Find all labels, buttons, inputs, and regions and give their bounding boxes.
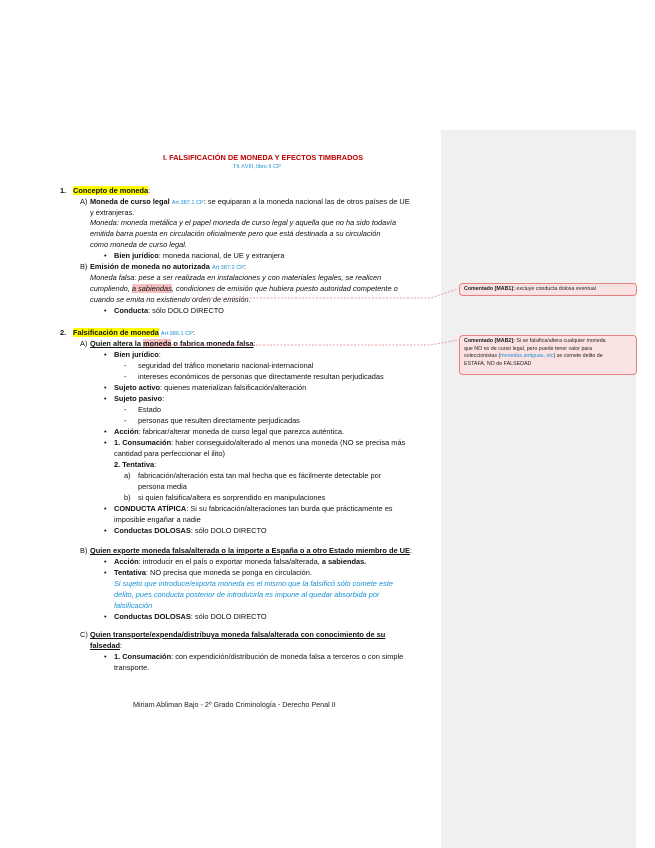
doc-title: I. FALSIFICACIÓN DE MONEDA Y EFECTOS TIMBRADOS [163,153,364,162]
s2-a-accion: Acción: fabricar/alterar moneda de curso legal que parezca auténtica. [114,427,345,436]
bullet: • [104,652,107,661]
s2-b-note-2: delito, pues conducta posterior de introducirla es impune al quedar absorbida por [114,590,380,599]
bullet: • [104,251,107,260]
section1-heading: Concepto de moneda: [73,186,151,195]
s2-a-tent-b: si quien falsifica/altera es sorprendido en manipulaciones [138,493,326,502]
s2-a-consumacion-2: cantidad para perfeccionar el ilito) [114,449,225,458]
bullet: • [104,438,107,447]
bullet: • [104,350,107,359]
bullet: • [104,568,107,577]
s1-a-bien-juridico: Bien jurídico: moneda nacional, de UE y extranjera [114,251,285,260]
s2-b-note-1: Si sujeto que introduce/exporta moneda es el mismo que la falsificó sólo comete este [114,579,393,588]
s1-b-italic2: cumpliendo, a sabiendas, condiciones de emisión que hubiera puesto autoridad competente o [90,284,398,293]
s1-a-letter: A) [80,197,88,206]
section2-heading: Falsificación de moneda Art 386.1 CP: [73,328,195,337]
s1-a-italic1: Moneda: moneda metálica y el papel moneda de curso legal y aquella que no ha sido todavía [90,218,397,227]
s2-a-sujeto-pasivo: Sujeto pasivo: [114,394,165,403]
s2-c-heading-2: falsedad: [90,641,123,650]
dash: - [124,372,127,381]
s1-a-italic2: emitida barra puesta en circulación oficialmente pero que está destinada a su circulación [90,229,381,238]
s2-a-tentativa: 2. Tentativa: [114,460,157,469]
comment-connector-2 [165,340,458,345]
comment-mab2[interactable]: Comentado [MAB2]: Si se falsifica/altera cualquier moneda que NO es de curso legal, pero puede tener valor para coleccionistas (monedas antiguas, etc) se comete delito de ESTAFA, NO de FALSEDAD [459,335,637,375]
bullet: • [104,383,107,392]
s2-c-letter: C) [80,630,88,639]
s1-a-line2: y extranjeras. [90,208,135,217]
s1-b-italic1: Moneda falsa: pese a ser realizada en instalaciones y con materiales legales, se realicen [90,273,382,282]
bullet: • [104,526,107,535]
s1-a-italic3: como moneda de curso legal. [90,240,187,249]
bullet: • [104,504,107,513]
section1-number: 1. [60,186,67,195]
s1-b-italic3: cuando se emita no existiendo orden de emisión. [90,295,251,304]
s1-b-letter: B) [80,262,88,271]
s2-b-heading: Quien exporte moneda falsa/alterada o la importe a España o a otro Estado miembro de UE: [90,546,412,555]
s2-a-bj-1: seguridad del tráfico monetario nacional-internacional [138,361,314,370]
s2-c-consumacion: 1. Consumación: con expendición/distribución de moneda falsa a terceros o con simple [114,652,404,661]
s2-a-consumacion: 1. Consumación: haber conseguido/alterado al menos una moneda (NO se precisa más [114,438,406,447]
s2-a-letter: A) [80,339,88,348]
comment-connector-1 [190,289,458,298]
s2-a-bj-2: intereses económicos de personas que directamente resultan perjudicadas [138,372,384,381]
s2-a-sp-2: personas que resulten directamente perjudicadas [138,416,300,425]
s2-b-accion: Acción: introducir en el país o exportar moneda falsa/alterada, a sabiendas. [114,557,367,566]
bullet: • [104,612,107,621]
s2-a-bien-juridico: Bien jurídico: [114,350,161,359]
s2-c-consumacion-2: transporte. [114,663,150,672]
s2-a-sujeto-activo: Sujeto activo: quienes materializan falsificación/alteración [114,383,307,392]
doc-subtitle: Tít XVIII, libro II CP [233,164,281,170]
page-footer: Miriam Abliman Bajo - 2º Grado Criminología - Derecho Penal II [133,700,336,709]
s2-b-dolosas: Conductas DOLOSAS: sólo DOLO DIRECTO [114,612,267,621]
bullet: • [104,557,107,566]
s2-a-atipica-2: imposible engañar a nadie [114,515,201,524]
s2-a-tent-a2: persona media [138,482,187,491]
s2-a-atipica: CONDUCTA ATÍPICA: Si su fabricación/alteraciones tan burda que prácticamente es [114,504,393,513]
section2-number: 2. [60,328,67,337]
dash: - [124,416,127,425]
s2-b-letter: B) [80,546,88,555]
comment-mab1[interactable]: Comentado [MAB1]: excluye conducta dolosa eventual [459,283,637,296]
s1-a-line1: Moneda de curso legal Art 387.1 CP: se equiparan a la moneda nacional las de otros países de UE [90,197,410,206]
s2-a-dolosas: Conductas DOLOSAS: sólo DOLO DIRECTO [114,526,267,535]
s2-c-heading-1: Quien transporte/expenda/distribuya moneda falsa/alterada con conocimiento de su [90,630,386,639]
dash: - [124,405,127,414]
s2-a-tent-a1: fabricación/alteración esta tan mal hecha que es fácilmente detectable por [138,471,382,480]
s2-a-tent-b-letter: b) [124,493,131,502]
dash: - [124,361,127,370]
s2-a-sp-1: Estado [138,405,162,414]
bullet: • [104,306,107,315]
s2-b-note-3: falsificación [114,601,153,610]
s2-a-heading: Quien altera la moneda o fabrica moneda falsa: [90,339,256,348]
s2-a-tent-a-letter: a) [124,471,131,480]
bullet: • [104,394,107,403]
s2-b-tentativa: Tentativa: NO precisa que moneda se ponga en circulación. [114,568,312,577]
bullet: • [104,427,107,436]
s1-b-conducta: Conducta: sólo DOLO DIRECTO [114,306,224,315]
s1-b-heading: Emisión de moneda no autorizada Art 387.2 CP: [90,262,247,271]
